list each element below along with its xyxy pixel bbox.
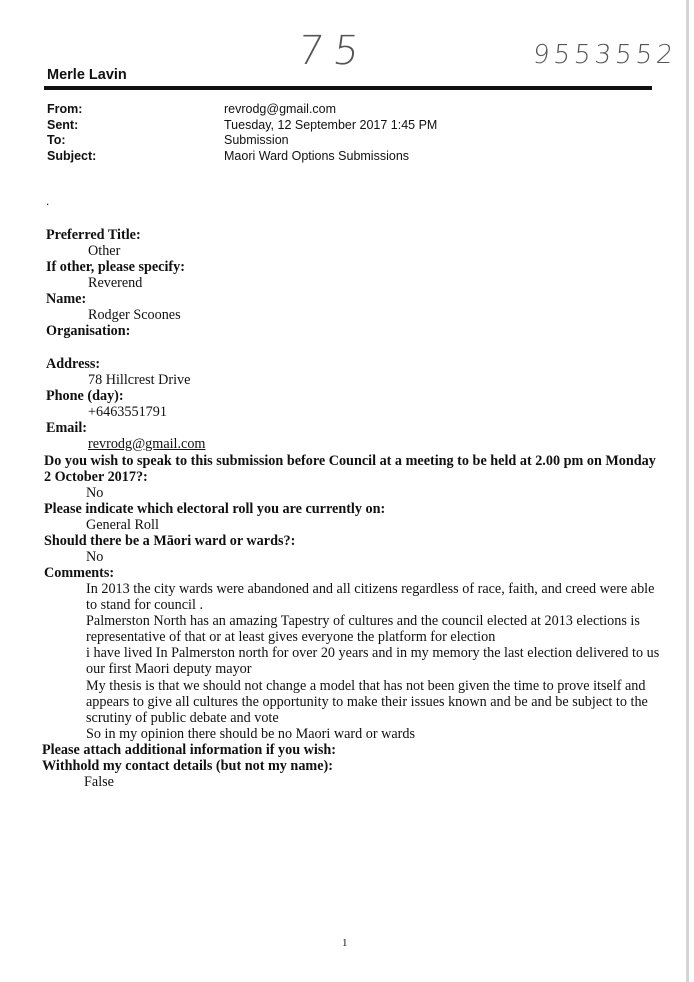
withhold-value: False — [84, 774, 114, 790]
phone-value: +6463551791 — [88, 404, 167, 420]
header-rule — [44, 86, 652, 90]
email-link[interactable]: revrodg@gmail.com — [88, 436, 206, 452]
organisation-label: Organisation: — [46, 323, 131, 339]
name-value: Rodger Scoones — [88, 307, 181, 323]
comment-line: So in my opinion there should be no Maori ward or wards — [86, 726, 416, 742]
from-value: revrodg@gmail.com — [224, 102, 337, 116]
preferred-title-label: Preferred Title: — [46, 227, 141, 243]
phone-label: Phone (day): — [46, 388, 124, 404]
from-label: From: — [47, 102, 83, 116]
subject-value: Maori Ward Options Submissions — [224, 149, 410, 163]
scan-edge — [686, 0, 689, 982]
to-label: To: — [47, 133, 66, 147]
comment-line: appears to give all cultures the opportunity to make their issues known and be and be subject to the — [86, 694, 648, 710]
stray-mark: . — [46, 194, 50, 208]
comment-line: In 2013 the city wards were abandoned and all citizens regardless of race, faith, and creed were able — [86, 581, 655, 597]
withhold-label: Withhold my contact details (but not my name): — [42, 758, 333, 774]
attach-label: Please attach additional information if you wish: — [42, 742, 337, 758]
to-value: Submission — [224, 133, 289, 147]
speak-question-line1: Do you wish to speak to this submission before Council at a meeting to be held at 2.00 pm on Monday — [44, 453, 656, 469]
comment-line: i have lived In Palmerston north for over 20 years and in my memory the last election delivered to us — [86, 645, 660, 661]
if-other-value: Reverend — [88, 275, 143, 291]
preferred-title-value: Other — [88, 243, 121, 259]
comments-label: Comments: — [44, 565, 115, 581]
handwritten-number-right: 9553552 — [531, 40, 679, 70]
email-label: Email: — [46, 420, 87, 436]
page-number: 1 — [342, 937, 348, 949]
address-label: Address: — [46, 356, 101, 372]
speak-question-line2: 2 October 2017?: — [44, 469, 148, 485]
subject-label: Subject: — [47, 149, 97, 163]
comment-line: Palmerston North has an amazing Tapestry of cultures and the council elected at 2013 elections is — [86, 613, 640, 629]
sent-value: Tuesday, 12 September 2017 1:45 PM — [224, 118, 438, 132]
comment-line: representative of that or at least gives everyone the platform for election — [86, 629, 496, 645]
roll-value: General Roll — [86, 517, 159, 533]
speak-value: No — [86, 485, 104, 501]
roll-label: Please indicate which electoral roll you are currently on: — [44, 501, 386, 517]
comment-line: to stand for council . — [86, 597, 204, 613]
handwritten-number-left: 75 — [294, 28, 373, 74]
sent-label: Sent: — [47, 118, 79, 132]
sender-name: Merle Lavin — [47, 67, 127, 83]
ward-value: No — [86, 549, 104, 565]
name-label: Name: — [46, 291, 87, 307]
ward-label: Should there be a Māori ward or wards?: — [44, 533, 296, 549]
comment-line: our first Maori deputy mayor — [86, 661, 252, 677]
if-other-label: If other, please specify: — [46, 259, 185, 275]
address-value: 78 Hillcrest Drive — [88, 372, 191, 388]
comment-line: scrutiny of public debate and vote — [86, 710, 279, 726]
comment-line: My thesis is that we should not change a model that has not been given the time to prove itself and — [86, 678, 646, 694]
